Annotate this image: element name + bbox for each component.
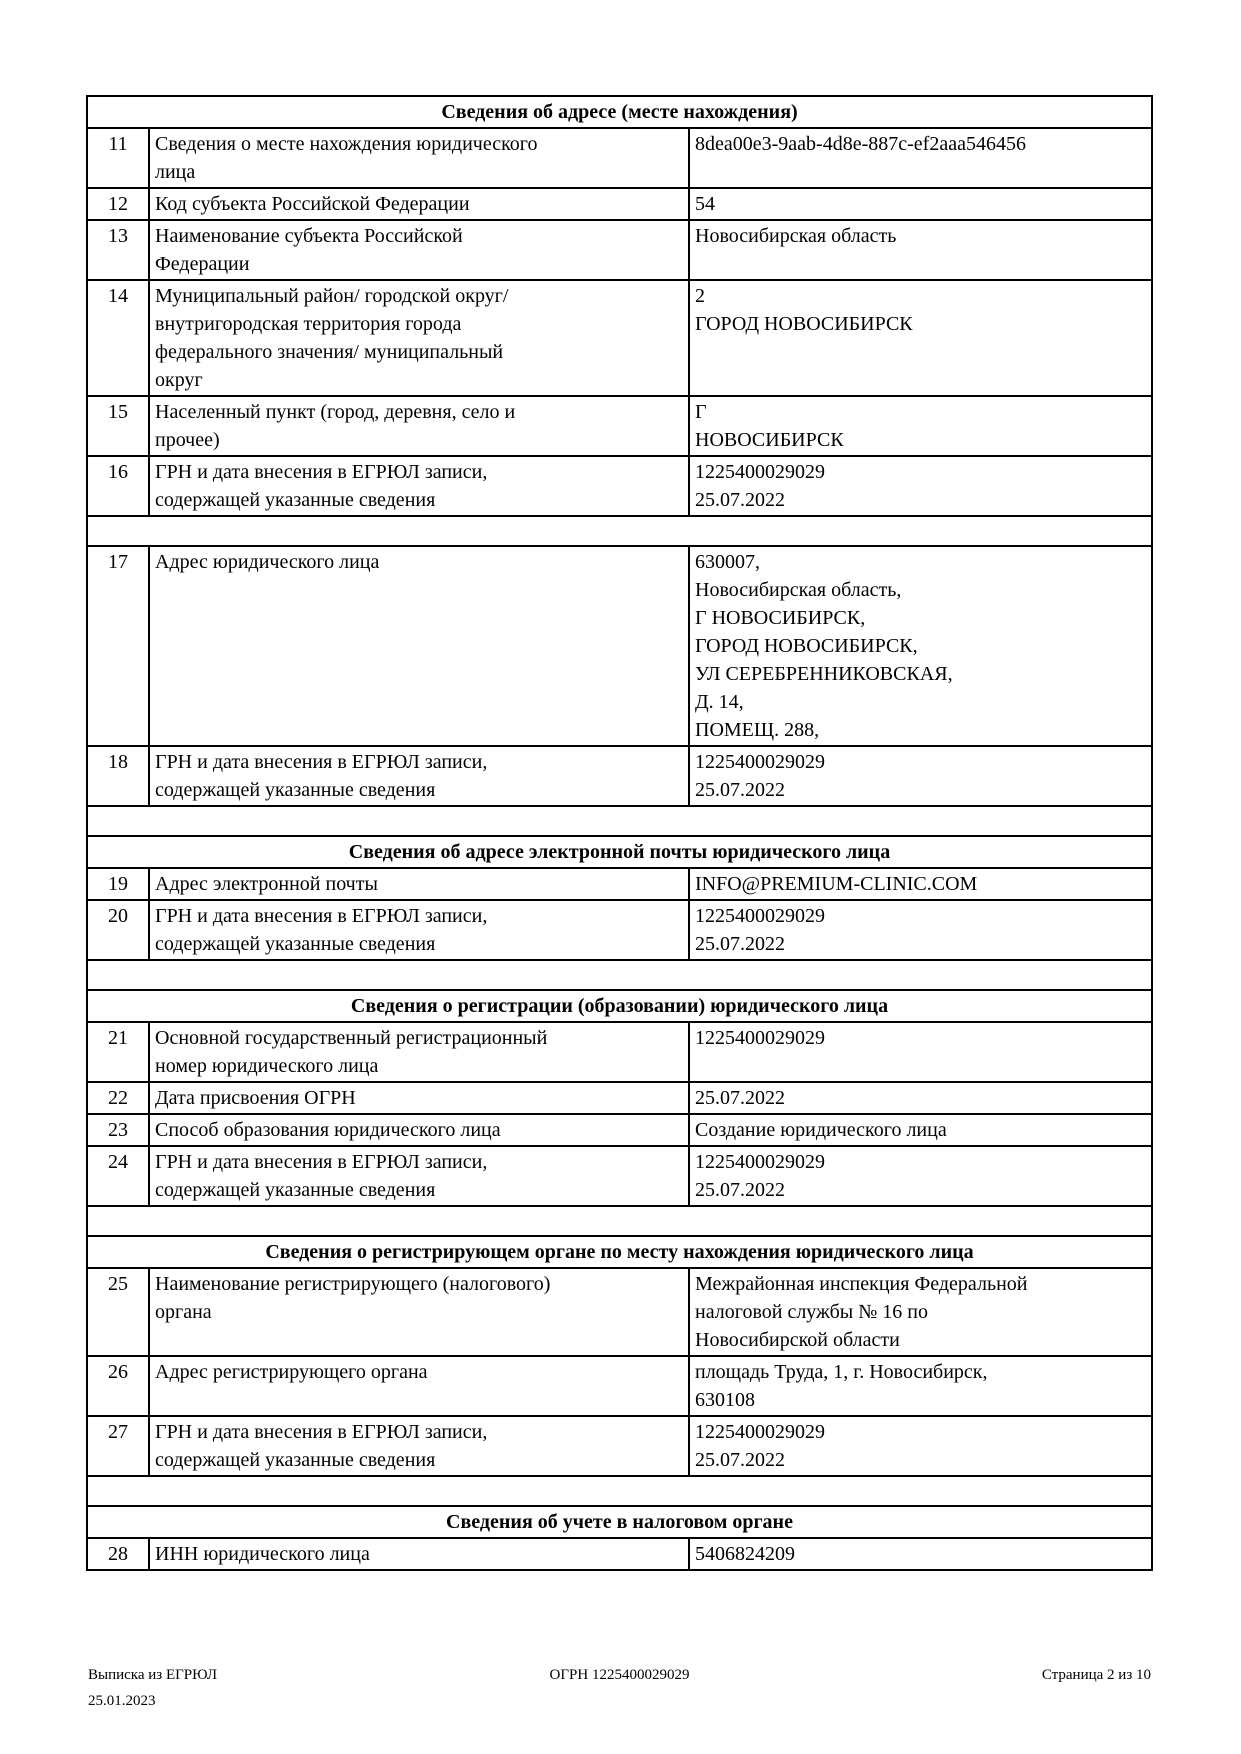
spacer-row xyxy=(87,1476,1152,1506)
row-label-cell: ГРН и дата внесения в ЕГРЮЛ записи, содержащей указанные сведения xyxy=(149,1416,689,1476)
row-value-cell: INFO@PREMIUM-CLINIC.COM xyxy=(689,868,1152,900)
footer-page-number: Страница 2 из 10 xyxy=(1041,1667,1151,1683)
row-value-cell: 1225400029029 xyxy=(689,1022,1152,1082)
table-row xyxy=(87,188,1152,220)
row-number-cell: 22 xyxy=(87,1082,149,1114)
row-value-cell: 1225400029029 25.07.2022 xyxy=(689,1416,1152,1476)
row-label-cell: Наименование регистрирующего (налогового) органа xyxy=(149,1268,689,1356)
table-row xyxy=(87,1356,1152,1416)
row-number-cell: 13 xyxy=(87,220,149,280)
row-number-cell: 20 xyxy=(87,900,149,960)
row-number-cell: 14 xyxy=(87,280,149,396)
row-value-cell: 2 ГОРОД НОВОСИБИРСК xyxy=(689,280,1152,396)
row-label-cell: Адрес юридического лица xyxy=(149,546,689,746)
table-row xyxy=(87,396,1152,456)
table-row xyxy=(87,128,1152,188)
table-row xyxy=(87,1082,1152,1114)
spacer-cell xyxy=(87,806,1152,836)
table-row xyxy=(87,1022,1152,1082)
row-label-cell: ГРН и дата внесения в ЕГРЮЛ записи, содержащей указанные сведения xyxy=(149,1146,689,1206)
spacer-row xyxy=(87,516,1152,546)
section-header: Сведения о регистрирующем органе по месту нахождения юридического лица xyxy=(87,1236,1152,1268)
section-header-row xyxy=(87,96,1152,128)
section-header-row xyxy=(87,1236,1152,1268)
table-row xyxy=(87,1538,1152,1570)
table-row xyxy=(87,1114,1152,1146)
row-number-cell: 12 xyxy=(87,188,149,220)
spacer-cell xyxy=(87,516,1152,546)
row-label-cell: Дата присвоения ОГРН xyxy=(149,1082,689,1114)
row-label-cell: Основной государственный регистрационный номер юридического лица xyxy=(149,1022,689,1082)
row-value-cell: Создание юридического лица xyxy=(689,1114,1152,1146)
row-label-cell: ГРН и дата внесения в ЕГРЮЛ записи, содержащей указанные сведения xyxy=(149,746,689,806)
row-label-cell: Адрес регистрирующего органа xyxy=(149,1356,689,1416)
table-row xyxy=(87,746,1152,806)
row-label-cell: Способ образования юридического лица xyxy=(149,1114,689,1146)
section-header-row xyxy=(87,836,1152,868)
row-label-cell: Сведения о месте нахождения юридического лица xyxy=(149,128,689,188)
row-value-cell: 25.07.2022 xyxy=(689,1082,1152,1114)
row-value-cell: Г НОВОСИБИРСК xyxy=(689,396,1152,456)
row-value-cell: Межрайонная инспекция Федеральной налоговой службы № 16 по Новосибирской области xyxy=(689,1268,1152,1356)
row-value-cell: площадь Труда, 1, г. Новосибирск, 630108 xyxy=(689,1356,1152,1416)
row-number-cell: 23 xyxy=(87,1114,149,1146)
row-value-cell: Новосибирская область xyxy=(689,220,1152,280)
spacer-cell xyxy=(87,960,1152,990)
row-number-cell: 24 xyxy=(87,1146,149,1206)
row-value-cell: 5406824209 xyxy=(689,1538,1152,1570)
table-row xyxy=(87,1268,1152,1356)
row-number-cell: 11 xyxy=(87,128,149,188)
section-header-row xyxy=(87,990,1152,1022)
row-value-cell: 54 xyxy=(689,188,1152,220)
table-row xyxy=(87,220,1152,280)
table-row xyxy=(87,1416,1152,1476)
egrul-table xyxy=(86,95,1153,1571)
section-header: Сведения об адресе (месте нахождения) xyxy=(87,96,1152,128)
spacer-cell xyxy=(87,1206,1152,1236)
footer-date-line: 25.01.2023 xyxy=(88,1693,156,1709)
row-number-cell: 25 xyxy=(87,1268,149,1356)
spacer-row xyxy=(87,806,1152,836)
row-number-cell: 15 xyxy=(87,396,149,456)
table-row xyxy=(87,868,1152,900)
row-label-cell: Муниципальный район/ городской округ/ внутригородская территория города федерального значения/ муниципальный округ xyxy=(149,280,689,396)
row-number-cell: 18 xyxy=(87,746,149,806)
page-footer xyxy=(88,1662,1151,1714)
row-number-cell: 16 xyxy=(87,456,149,516)
row-value-cell: 8dea00e3-9aab-4d8e-887c-ef2aaa546456 xyxy=(689,128,1152,188)
row-label-cell: Код субъекта Российской Федерации xyxy=(149,188,689,220)
table-row xyxy=(87,546,1152,746)
row-number-cell: 19 xyxy=(87,868,149,900)
table-row xyxy=(87,1146,1152,1206)
table-row xyxy=(87,280,1152,396)
row-label-cell: ГРН и дата внесения в ЕГРЮЛ записи, содержащей указанные сведения xyxy=(149,456,689,516)
row-label-cell: ИНН юридического лица xyxy=(149,1538,689,1570)
section-header-row xyxy=(87,1506,1152,1538)
row-value-cell: 1225400029029 25.07.2022 xyxy=(689,456,1152,516)
row-number-cell: 27 xyxy=(87,1416,149,1476)
row-number-cell: 21 xyxy=(87,1022,149,1082)
table-row xyxy=(87,456,1152,516)
spacer-cell xyxy=(87,1476,1152,1506)
section-header: Сведения о регистрации (образовании) юридического лица xyxy=(87,990,1152,1022)
row-label-cell: Наименование субъекта Российской Федерации xyxy=(149,220,689,280)
egrul-table-body xyxy=(87,96,1152,1570)
row-label-cell: Населенный пункт (город, деревня, село и прочее) xyxy=(149,396,689,456)
row-value-cell: 1225400029029 25.07.2022 xyxy=(689,1146,1152,1206)
row-value-cell: 1225400029029 25.07.2022 xyxy=(689,900,1152,960)
row-value-cell: 1225400029029 25.07.2022 xyxy=(689,746,1152,806)
spacer-row xyxy=(87,960,1152,990)
row-number-cell: 28 xyxy=(87,1538,149,1570)
table-row xyxy=(87,900,1152,960)
row-number-cell: 17 xyxy=(87,546,149,746)
footer-title-line: Выписка из ЕГРЮЛ xyxy=(88,1667,217,1683)
section-header: Сведения об адресе электронной почты юридического лица xyxy=(87,836,1152,868)
row-value-cell: 630007, Новосибирская область, Г НОВОСИБИРСК, ГОРОД НОВОСИБИРСК, УЛ СЕРЕБРЕННИКОВСКАЯ, Д. 14, ПОМЕЩ. 288, xyxy=(689,546,1152,746)
row-number-cell: 26 xyxy=(87,1356,149,1416)
row-label-cell: ГРН и дата внесения в ЕГРЮЛ записи, содержащей указанные сведения xyxy=(149,900,689,960)
footer-ogrn: ОГРН 1225400029029 xyxy=(549,1667,690,1683)
footer-document-title xyxy=(88,1662,550,1714)
spacer-row xyxy=(87,1206,1152,1236)
section-header: Сведения об учете в налоговом органе xyxy=(87,1506,1152,1538)
row-label-cell: Адрес электронной почты xyxy=(149,868,689,900)
